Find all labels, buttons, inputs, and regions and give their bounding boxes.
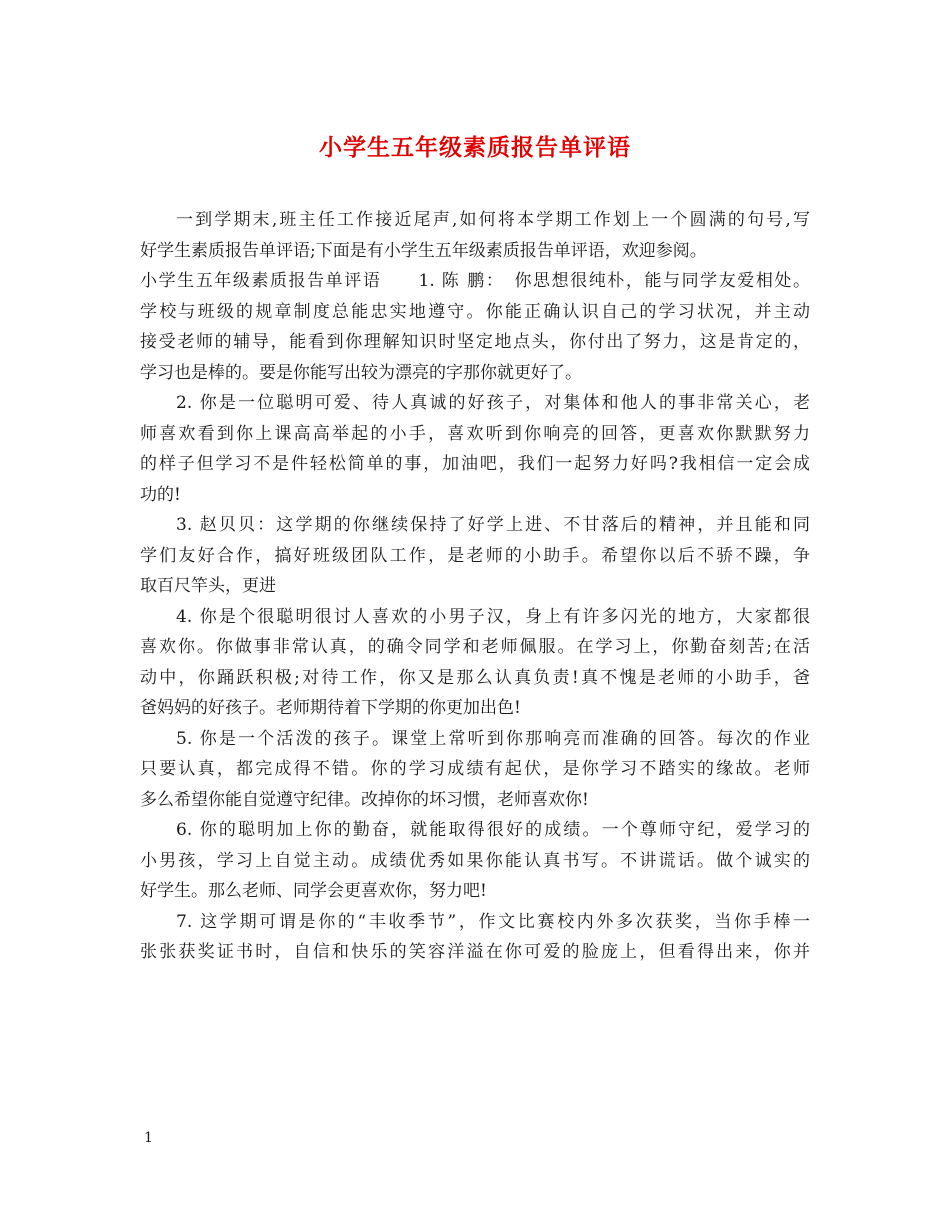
text-line: 功的! (140, 484, 181, 505)
text-line: 学习也是棒的。要是你能写出较为漂亮的字那你就更好了。 (140, 362, 582, 383)
document-body (140, 205, 810, 968)
text-line: 动中，你踊跃积极;对待工作，你又是那么认真负责!真不愧是老师的小助手，爸 (140, 667, 810, 688)
text-line: 3. 赵贝贝：这学期的你继续保持了好学上进、不甘落后的精神，并且能和同 (176, 515, 810, 535)
text-line: 爸妈妈的好孩子。老师期待着下学期的你更加出色! (140, 698, 521, 718)
text-line: 好学生。那么老师、同学会更喜欢你，努力吧! (140, 881, 487, 901)
text-line: 接受老师的辅导，能看到你理解知识时坚定地点头，你付出了努力，这是肯定的， (140, 332, 810, 352)
text-line: 好学生素质报告单评语;下面是有小学生五年级素质报告单评语，欢迎参阅。 (140, 240, 707, 261)
text-line: 小男孩，学习上自觉主动。成绩优秀如果你能认真书写。不讲谎话。做个诚实的 (140, 850, 810, 871)
text-line: 多么希望你能自觉遵守纪律。改掉你的坏习惯，老师喜欢你! (140, 789, 589, 810)
document-title: 小学生五年级素质报告单评语 (319, 134, 631, 161)
page-number: 1 (144, 1130, 153, 1146)
text-line: 的样子但学习不是件轻松简单的事，加油吧，我们一起努力好吗?我相信一定会成 (140, 454, 810, 474)
text-line: 一到学期末,班主任工作接近尾声,如何将本学期工作划上一个圆满的句号,写 (176, 210, 810, 230)
text-line: 只要认真，都完成得不错。你的学习成绩有起伏，是你学习不踏实的缘故。老师 (140, 759, 810, 779)
text-line: 2. 你是一位聪明可爱、待人真诚的好孩子，对集体和他人的事非常关心，老 (176, 393, 810, 413)
text-line: 喜欢你。你做事非常认真，的确令同学和老师佩服。在学习上，你勤奋刻苦;在活 (140, 637, 810, 657)
text-line: 师喜欢看到你上课高高举起的小手，喜欢听到你响亮的回答，更喜欢你默默努力 (140, 423, 810, 444)
text-line: 4. 你是个很聪明很讨人喜欢的小男子汉，身上有许多闪光的地方，大家都很 (176, 606, 810, 627)
text-line: 学们友好合作，搞好班级团队工作，是老师的小助手。希望你以后不骄不躁，争 (140, 545, 810, 566)
text-line: 小学生五年级素质报告单评语 1. 陈 鹏： 你思想很纯朴，能与同学友爱相处。 (140, 271, 810, 291)
text-line: 6. 你的聪明加上你的勤奋，就能取得很好的成绩。一个尊师守纪，爱学习的 (176, 820, 810, 840)
text-line: 学校与班级的规章制度总能忠实地遵守。你能正确认识自己的学习状况，并主动 (140, 301, 810, 322)
text-line: 5. 你是一个活泼的孩子。课堂上常听到你那响亮而准确的回答。每次的作业 (176, 728, 810, 749)
text-line: 取百尺竿头，更进 (140, 576, 276, 596)
text-line: 7. 这学期可谓是你的“丰收季节”，作文比赛校内外多次获奖，当你手棒一 (176, 911, 810, 932)
text-line: 张张获奖证书时，自信和快乐的笑容洋溢在你可爱的脸庞上，但看得出来，你并 (140, 942, 810, 962)
